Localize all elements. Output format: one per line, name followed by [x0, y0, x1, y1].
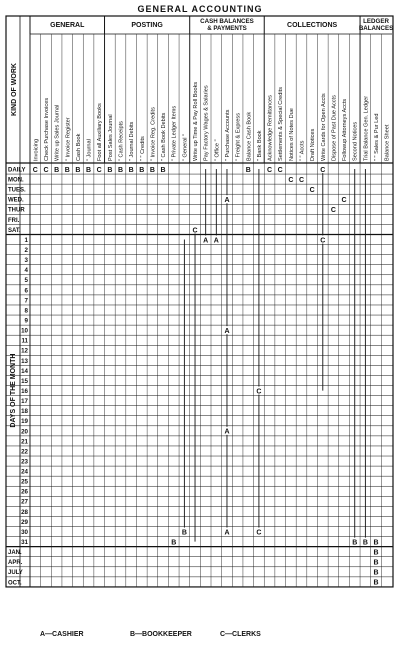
group-label: GENERAL [50, 22, 85, 29]
row-label: 17 [21, 398, 28, 406]
column-header: Draft Notices [310, 128, 317, 161]
column-header: " Cash Receipts [118, 121, 125, 161]
row-label: 12 [21, 347, 28, 355]
column-header: Write up Time & Pay Roll Books [193, 81, 200, 161]
schedule-mark: B [245, 166, 251, 174]
schedule-mark: B [373, 539, 379, 547]
row-label: JAN. [8, 550, 22, 557]
schedule-mark: B [352, 539, 358, 547]
schedule-mark: C [192, 227, 198, 235]
schedule-mark: C [256, 388, 262, 396]
page-title: GENERAL ACCOUNTING [137, 4, 263, 14]
kind-of-work-label: KIND OF WORK [11, 63, 18, 116]
column-header: Write Cards for Open Accts [320, 93, 327, 161]
row-label: 13 [21, 357, 28, 365]
row-label: THUR [8, 207, 25, 214]
row-label: 16 [21, 387, 28, 395]
schedule-mark: B [86, 166, 92, 174]
row-label: 27 [21, 498, 28, 506]
schedule-mark: C [298, 176, 305, 184]
schedule-mark: B [160, 166, 166, 174]
column-header: Followup Attorneys Accts [342, 98, 349, 161]
column-header: Check Purchase Invoices [43, 97, 50, 161]
schedule-mark: A [224, 197, 230, 205]
schedule-mark: B [373, 549, 379, 557]
schedule-mark: B [64, 166, 70, 174]
row-label: 21 [21, 438, 28, 446]
column-header: " Bank Book [256, 130, 263, 161]
group-label: COLLECTIONS [287, 22, 338, 29]
schedule-mark: C [277, 166, 283, 174]
schedule-mark: C [43, 166, 49, 174]
row-label: 25 [21, 478, 28, 486]
row-label: 6 [24, 287, 28, 295]
column-header: " General " [182, 134, 189, 161]
days-of-month-label: DAYS OF THE MONTH [10, 353, 17, 428]
legend-item: C—CLERKS [220, 631, 261, 638]
schedule-mark: C [96, 166, 102, 174]
schedule-mark: B [139, 166, 145, 174]
schedule-mark: C [32, 166, 38, 174]
row-label: 19 [21, 418, 28, 426]
row-label: TUES. [8, 187, 26, 194]
group-label: LEDGER [363, 18, 389, 25]
schedule-mark: A [203, 237, 209, 245]
schedule-mark: B [75, 166, 81, 174]
row-label: 10 [21, 327, 28, 335]
row-label: 22 [21, 448, 28, 456]
row-label: FRI. [8, 217, 20, 224]
schedule-mark: B [373, 559, 379, 567]
row-label: 23 [21, 458, 28, 466]
row-label: 14 [21, 367, 28, 375]
row-label: JULY [8, 570, 23, 577]
group-label: CASH BALANCES [200, 18, 254, 25]
column-header: " Purchase Accounts [224, 109, 231, 161]
schedule-mark: A [224, 529, 230, 537]
column-header: " Freight & Express [235, 113, 242, 161]
legend-item: A—CASHIER [40, 631, 84, 638]
schedule-mark: B [54, 166, 60, 174]
row-label: 11 [21, 337, 28, 345]
row-label: APR. [8, 560, 23, 567]
column-header: " Invoice Register [65, 117, 72, 161]
column-header: " " Credits [139, 136, 146, 161]
schedule-mark: B [362, 539, 368, 547]
row-label: 31 [21, 539, 28, 547]
column-header: Pay Factory Wages & Salaries [203, 85, 210, 161]
column-header: Notices of Notes Due [288, 108, 295, 161]
row-label: 26 [21, 488, 28, 496]
column-header: " Cash Book Debits [161, 112, 168, 161]
schedule-mark: C [320, 237, 326, 245]
column-header: " " Sales & Pur Led [374, 113, 381, 161]
schedule-mark: B [181, 529, 187, 537]
row-label: 2 [24, 246, 28, 254]
column-header: Settlements & Special Credits [278, 87, 285, 161]
column-header: Trial Balance Gen. Ledger [363, 95, 370, 161]
column-header: " Private Ledger Items [171, 105, 178, 161]
row-label: 20 [21, 428, 28, 436]
column-header: Balance Sheet [384, 124, 391, 161]
column-header: Invoicing [33, 138, 40, 161]
row-label: 1 [24, 236, 28, 244]
row-label: 9 [24, 317, 28, 325]
schedule-mark: C [330, 207, 336, 215]
row-label: 7 [24, 297, 28, 305]
row-label: 28 [21, 508, 28, 516]
column-header: " Journal Debits [129, 121, 136, 161]
column-header: Balance Cash Book [246, 111, 253, 161]
group-label: & PAYMENTS [207, 25, 247, 32]
column-header: Cash Book [75, 133, 82, 161]
column-header: " " Accts [299, 140, 306, 161]
schedule-mark: C [309, 186, 315, 194]
row-label: 24 [21, 468, 28, 476]
column-header: Second Notices [352, 121, 359, 161]
column-header: Acknowledge Remittances [267, 95, 274, 161]
schedule-mark: B [373, 569, 379, 577]
schedule-mark: C [256, 529, 262, 537]
schedule-mark: B [128, 166, 134, 174]
column-header: " Office " [214, 139, 221, 161]
legend-item: B—BOOKKEEPER [130, 631, 192, 638]
column-header: " Invoice Reg. Credits [150, 107, 157, 161]
row-label: 3 [24, 257, 28, 265]
column-header: Post Sales Journal [107, 114, 114, 161]
row-label: OCT. [8, 580, 22, 587]
row-label: 8 [24, 307, 28, 315]
row-label: 29 [21, 518, 28, 526]
row-label: DAILY [8, 167, 26, 174]
row-label: 5 [24, 277, 28, 285]
schedule-mark: B [373, 579, 379, 587]
row-label: 18 [21, 408, 28, 416]
schedule-mark: C [320, 166, 326, 174]
schedule-mark: A [213, 237, 219, 245]
row-label: SAT. [8, 227, 21, 234]
schedule-mark: B [117, 166, 124, 174]
column-header: Foot all Auxiliary Books [97, 103, 104, 161]
row-label: 4 [24, 267, 28, 275]
group-label: POSTING [131, 22, 163, 29]
row-label: WED. [8, 197, 24, 204]
schedule-mark: C [267, 166, 273, 174]
group-label: BALANCES [358, 25, 394, 32]
schedule-mark: B [149, 166, 155, 174]
row-label: 30 [21, 528, 28, 536]
row-label: 15 [21, 377, 28, 385]
schedule-mark: A [224, 327, 230, 335]
schedule-mark: B [171, 539, 177, 547]
column-header: Dispose of Past Due Accts [331, 95, 338, 161]
row-label: MON. [8, 177, 24, 184]
column-header: " Journal [86, 139, 93, 161]
schedule-mark: B [107, 166, 113, 174]
schedule-mark: A [224, 428, 230, 436]
schedule-mark: C [288, 176, 294, 184]
column-header: Write up Sales Journal [54, 104, 61, 161]
schedule-mark: C [341, 197, 347, 205]
